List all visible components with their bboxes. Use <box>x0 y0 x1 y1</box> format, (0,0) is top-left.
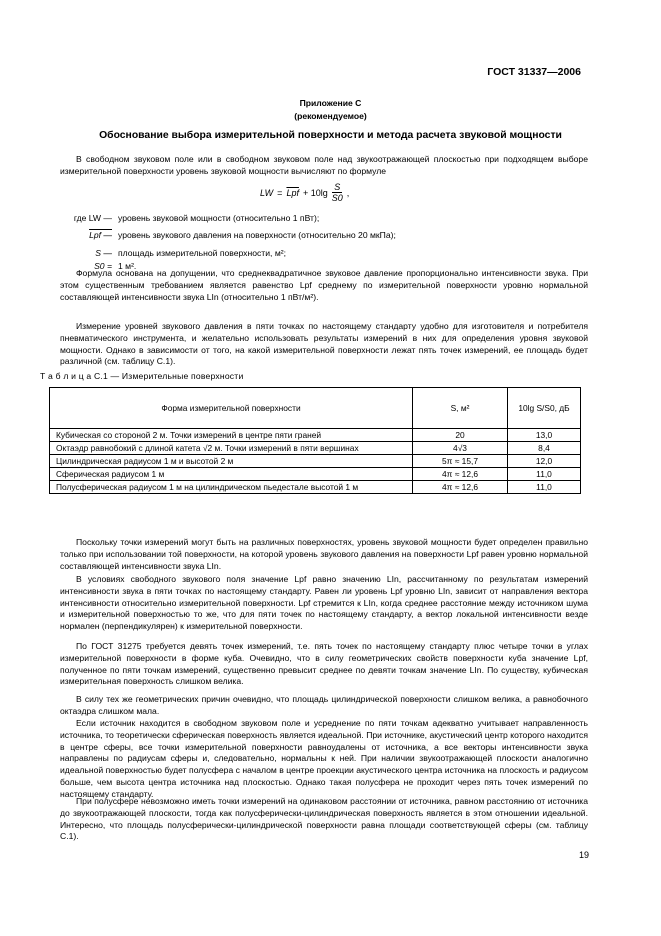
definition-symbol: Lpf — <box>89 229 112 240</box>
paragraph-sphere: Если источник находится в свободном звуковом поле и усреднение по пяти точкам адекватно учитывает направленность источника, то теоретически сферическая поверхность является идеальной. При источнике, акустический центр которого находится в центре сферы, все точки измерительной поверхности равноудалены от источника, а все векторы интенсивности звука направлены по радиусам сферы и, следовательно, нормальны к ней. При наличии звукоотражающей плоскости аналогично идеальной поверхностью будет полусфера с началом в центре проекции акустического центра источника на плоскость и радиусом больше, чем высота центра источника над плоскостью. Однако такая полусфера не проходит через пять точек измерений по настоящему стандарту. <box>60 718 588 799</box>
table-cell: 11,0 <box>508 468 581 481</box>
formula-numerator: S <box>334 182 341 192</box>
table-cell: Цилиндрическая радиусом 1 м и высотой 2 м <box>50 455 413 468</box>
appendix-status: (рекомендуемое) <box>294 111 367 121</box>
paragraph-hemisphere: При полусфере невозможно иметь точки измерений на одинаковом расстоянии от источника, равном расстоянию от источника до звукоотражающей плоскости, тогда как полусферически-цилиндрическая поверхность является в этом отношении идеальной. Интересно, что площадь полусферически-цилиндрической поверхности равна площади соответствующей сферы (см. таблицу С.1). <box>60 796 588 842</box>
formula-fraction <box>332 182 343 203</box>
table-header-cell: Форма измерительной поверхности <box>50 388 413 429</box>
definition-text: уровень звуковой мощности (относительно 1 пВт); <box>118 213 320 223</box>
table-cell: 4√3 <box>413 442 508 455</box>
table-cell: 8,4 <box>508 442 581 455</box>
definition-row <box>52 229 592 242</box>
table-header-cell: S, м² <box>413 388 508 429</box>
paragraph-free-field: В условиях свободного звукового поля значение Lpf равно значению LIn, рассчитанному по результатам измерений интенсивности звука в пяти точках по настоящему стандарту. Равен ли уровень Lpf уровню LIn, зависит от направления вектора интенсивности относительно измерительной поверхности. Lpf стремится к LIn, когда среднее расстояние между источником шума и измерительной поверхностью то же, что для пяти точек по настоящему стандарту, а вектор локальной интенсивности везде нормален (перпендикулярен) к измерительной поверхности. <box>60 574 588 632</box>
table-cell: 4π ≈ 12,6 <box>413 481 508 494</box>
table-cell: Сферическая радиусом 1 м <box>50 468 413 481</box>
table-header-cell: 10lg S/S0, дБ <box>508 388 581 429</box>
table-cell: Кубическая со стороной 2 м. Точки измерений в центре пяти граней <box>50 429 413 442</box>
intro-paragraph: В свободном звуковом поле или в свободном звуковом поле над звукоотражающей плоскостью при подходящем выборе измерительной поверхности уровень звуковой мощности вычисляют по формуле <box>60 154 588 176</box>
formula-term-lpf: $\overline{Lpf}$ <box>286 187 299 198</box>
definition-row <box>52 212 592 225</box>
formula-lhs: LW <box>260 187 274 198</box>
table-cell: 4π ≈ 12,6 <box>413 468 508 481</box>
table-row <box>50 429 581 442</box>
sound-power-formula <box>260 182 349 203</box>
table-cell: Октаэдр равнобокий с длиной катета √2 м. Точки измерений в пяти вершинах <box>50 442 413 455</box>
table-row <box>50 442 581 455</box>
definition-text: площадь измерительной поверхности, м²; <box>118 248 286 258</box>
paragraph-gost-31275: По ГОСТ 31275 требуется девять точек измерений, т.е. пять точек по настоящему стандарту плюс четыре точки в углах измерительной поверхности в форме куба. Очевидно, что в силу геометрических свойств поверхности куба значение Lpf, полученное по пяти точкам измерений, существенно превысит среднее по девяти точкам значение LIn. По существу, кубическая измерительная поверхность слишком велика. <box>60 641 588 687</box>
page-number: 19 <box>578 850 589 860</box>
table-cell: 12,0 <box>508 455 581 468</box>
definition-row <box>52 247 592 260</box>
table-cell: Полусферическая радиусом 1 м на цилиндрическом пьедестале высотой 1 м <box>50 481 413 494</box>
table-cell: 5π ≈ 15,7 <box>413 455 508 468</box>
table-row <box>50 455 581 468</box>
definitions-list <box>52 212 592 272</box>
formula-denominator: S0 <box>331 193 343 203</box>
formula-end: , <box>346 187 350 198</box>
table-title: Т а б л и ц а С.1 — Измерительные поверхности <box>40 371 244 381</box>
definition-text: уровень звукового давления на поверхности (относительно 20 мкПа); <box>118 229 396 240</box>
appendix-title: Приложение С <box>299 98 362 108</box>
definition-symbol: где LW — <box>73 213 112 223</box>
paragraph-assumption: Формула основана на допущении, что среднеквадратичное звуковое давление пропорционально интенсивности звука. При этом существенным требованием является равенство Lpf среднему по измерительной поверхности уровню нормальной составляющей интенсивности звука LIn (относительно 1 пВт/м²). <box>60 268 588 302</box>
paragraph-measurement: Измерение уровней звукового давления в пяти точках по настоящему стандарту удобно для изготовителя и потребителя пневматического инструмента, и желательно использовать результаты измерений в них для определения уровня звуковой мощности. Однако в зависимости от того, на какой измерительной поверхности лежат пять точек измерений, ее площадь будет различной (см. таблицу С.1). <box>60 321 588 367</box>
table-header-row <box>50 388 581 429</box>
measurement-surfaces-table <box>49 387 581 494</box>
definition-symbol: S — <box>95 248 112 258</box>
formula-plus-log: + 10lg <box>302 187 328 198</box>
section-heading: Обоснование выбора измерительной поверхности и метода расчета звуковой мощности <box>99 130 562 141</box>
table-cell: 11,0 <box>508 481 581 494</box>
table-cell: 13,0 <box>508 429 581 442</box>
table-row <box>50 468 581 481</box>
appendix-label <box>0 97 661 123</box>
paragraph-surfaces: Поскольку точки измерений могут быть на различных поверхностях, уровень звуковой мощности будет определен правильно только при использовании той поверхности, на которой уровень звукового давления на поверхности Lpf равен уровню нормальной составляющей интенсивности звука LIn. <box>60 537 588 571</box>
table-cell: 20 <box>413 429 508 442</box>
paragraph-cylinder: В силу тех же геометрических причин очевидно, что площадь цилиндрической поверхности слишком велика, а равнобочного октаэдра слишком мала. <box>60 694 588 716</box>
document-code: ГОСТ 31337—2006 <box>487 66 581 78</box>
definition-symbol: S0 = <box>94 260 112 271</box>
definition-text: 1 м². <box>118 260 137 271</box>
table-row <box>50 481 581 494</box>
formula-equals: = <box>277 187 283 198</box>
